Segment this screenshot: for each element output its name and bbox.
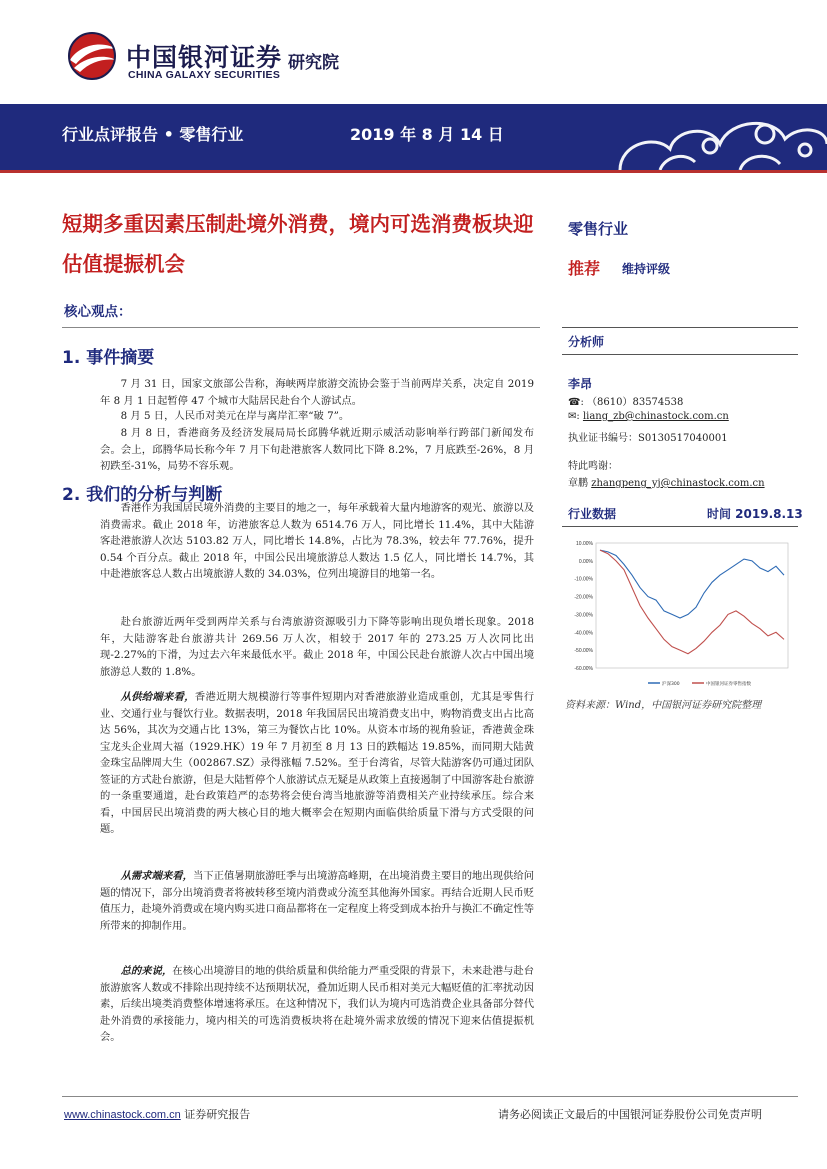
rating-label: 推荐 <box>568 259 601 278</box>
core-viewpoint-label: 核心观点： <box>64 304 132 320</box>
chart-y-tick-label: -20.00% <box>574 594 593 601</box>
chart-series-line <box>600 550 784 618</box>
chart-legend-label: 沪深300 <box>662 682 680 687</box>
paragraph-lead: 从需求端来看， <box>120 870 193 882</box>
chart-legend-label: 中国银河证券零售指数 <box>706 682 751 687</box>
paragraph: 香港作为我国居民境外消费的主要目的地之一，每年承载着大量内地游客的观光、旅游以及消费需求。截止 2018 年，访港旅客总人数为 6514.76 万人，同比增长 11.4%，其中大陆游客赴港旅游人次达 5103.82 万人，同比增长 14.8%，占比为 78.3%，较去年 77.76%，提升 0.54 个百分点。截止 2018 年，中国公民出境旅游总人数达 1.5 亿人，同比增长 14.7%，其中赴港旅客总人数占出境旅游人数的 34.03%，位列出境游目的地第一名。 <box>100 502 534 580</box>
report-banner <box>0 104 827 170</box>
chart-y-tick-label: -40.00% <box>574 630 593 637</box>
thanks-label: 特此鸣谢： <box>568 461 618 472</box>
analyst-email-link[interactable]: liang_zb@chinastock.com.cn <box>582 411 729 422</box>
section-2-title: 2. 我们的分析与判断 <box>62 485 223 505</box>
paragraph: 赴台旅游近两年受到两岸关系与台湾旅游资源吸引力下降等影响出现负增长现象。2018 年，大陆游客赴台旅游共计 269.56 万人次，相较于 2017 年的 273.25 万人次同比出现-2.27%的下滑，为过去六年来最低水平。截止 2018 年，中国公民赴台旅游人次占中国出境旅游总人数的 1.8%。 <box>100 616 534 678</box>
chart-y-tick-label: -10.00% <box>574 576 593 583</box>
footer-left: www.chinastock.com.cn 证券研究报告 <box>64 1108 251 1121</box>
thanks-name: 章鹏 <box>568 478 588 489</box>
report-date: 2019 年 8 月 14 日 <box>350 125 504 144</box>
industry-data-date: 时间 2019.8.13 <box>707 507 803 521</box>
industry-chart <box>562 533 798 693</box>
brand-name-cn: 中国银河证券 <box>126 43 283 72</box>
thanks-contact <box>568 474 765 489</box>
website-link[interactable]: www.chinastock.com.cn <box>64 1109 181 1121</box>
paragraph-lead: 从供给端来看， <box>120 691 195 703</box>
analyst-email <box>568 411 729 422</box>
footer-disclaimer: 请务必阅读正文最后的中国银河证券股份公司免责声明 <box>498 1108 762 1121</box>
paragraph: 从供给端来看，香港近期大规模游行等事件短期内对香港旅游业造成重创，尤其是零售行业、交通行业与餐饮行业。数据表明，2018 年我国居民出境消费支出中，购物消费支出占比高达 56%，其次为交通占比 13%，第三为餐饮占比 10%。从资本市场的视角验证，香港黄金珠宝龙头企业周大福（1929.HK）19 年 7 月初至 8 月 13 日的跌幅达 19.85%，而同期大陆黄金珠宝品牌周大生（002867.SZ）录得涨幅 7.52%。至于台湾省，尽管大陆游客仍可通过团队签证的方式赴台旅游，但是大陆暂停个人旅游试点无疑是从政策上直接遏制了中国游客赴台旅游的一条重要通道，赴台政策趋严的态势将会使台湾当地旅游等消费相关产业持续承压。综合来看，中国居民出境消费的两大核心目的地大概率会在短期内面临供给质量下滑与方式受限的问题。 <box>100 691 535 835</box>
mail-icon: ✉: <box>568 411 580 422</box>
chart-plot-area <box>596 543 788 668</box>
analyst-phone: ☎: （8610）83574538 <box>568 397 684 408</box>
section-1-title: 1. 事件摘要 <box>62 348 155 368</box>
chart-series-line <box>600 550 784 654</box>
rating-note: 维持评级 <box>622 262 671 276</box>
industry-data-heading: 行业数据 <box>568 507 617 521</box>
footer-divider <box>62 1096 798 1097</box>
banner-accent-line <box>0 170 827 173</box>
report-title: 短期多重因素压制赴境外消费，境内可选消费板块迎估值提振机会 <box>62 212 534 276</box>
divider <box>62 327 540 328</box>
chart-y-tick-label: 0.00% <box>578 558 593 565</box>
divider <box>562 327 798 328</box>
chart-source: 资料来源：Wind，中国银河证券研究院整理 <box>565 700 762 711</box>
paragraph-lead: 总的来说， <box>120 965 173 977</box>
analyst-name: 李昂 <box>568 377 593 391</box>
paragraph: 8 月 5 日，人民币对美元在岸与离岸汇率“破 7”。 <box>120 410 350 422</box>
report-type: 行业点评报告 • 零售行业 <box>62 125 244 144</box>
brand-name-en: CHINA GALAXY SECURITIES <box>128 69 281 81</box>
chart-y-tick-label: -60.00% <box>574 666 593 672</box>
divider <box>562 354 798 355</box>
analyst-cert: 执业证书编号：S0130517040001 <box>568 433 728 444</box>
paragraph: 8 月 8 日，香港商务及经济发展局局长邱腾华就近期示威活动影响举行跨部门新闻发布会。会上，邱腾华局长称今年 7 月下旬赴港旅客人数同比下降 8.2%，7 月底跌至-26%，8 月初跌至-31%，局势不容乐观。 <box>100 427 534 472</box>
divider <box>562 526 798 527</box>
chart-y-tick-label: -30.00% <box>574 612 593 619</box>
thanks-email-link[interactable]: zhangpeng_yj@chinastock.com.cn <box>591 478 765 489</box>
phone-icon: ☎: <box>568 397 584 408</box>
paragraph: 总的来说，在核心出境游目的地的供给质量和供给能力严重受限的背景下，未来赴港与赴台旅游旅客人数或不排除出现持续不达预期状况，叠加近期人民币相对美元大幅贬值的汇率扰动因素，后续出境类消费整体增速将承压。在这种情况下，我们认为境内可选消费企业具备部分替代赴外消费的承接能力，境内相关的可选消费板块将在赴境外需求放缓的情况下迎来估值提振机会。 <box>100 965 535 1043</box>
paragraph: 从需求端来看，当下正值暑期旅游旺季与出境游高峰期，在出境消费主要目的地出现供给问题的情况下，部分出境消费者将被转移至境内消费或分流至其他海外国家。再结合近期人民币贬值压力，赴境外消费或在境内购买进口商品都将在一定程度上将受到成本抬升与换汇不确定性等所带来的抑制作用。 <box>100 870 535 932</box>
galaxy-logo-icon <box>66 30 120 82</box>
analyst-heading: 分析师 <box>568 335 605 349</box>
chart-y-tick-label: -50.00% <box>574 648 593 655</box>
sector-label: 零售行业 <box>568 220 629 238</box>
cloud-pattern-icon <box>560 104 827 170</box>
chart-y-tick-label: 10.00% <box>576 541 593 547</box>
institute-label: 研究院 <box>288 53 339 73</box>
paragraph: 7 月 31 日，国家文旅部公告称，海峡两岸旅游交流协会鉴于当前两岸关系，决定自 2019 年 8 月 1 日起暂停 47 个城市大陆居民赴台个人游试点。 <box>100 378 534 407</box>
